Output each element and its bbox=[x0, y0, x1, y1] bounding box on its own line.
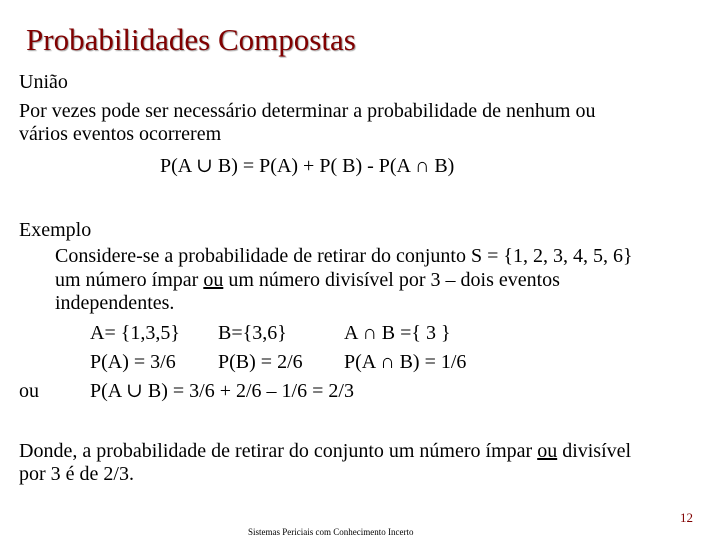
page-number: 12 bbox=[680, 510, 693, 525]
example-line-2-b: um número divisível por 3 – dois eventos bbox=[223, 269, 560, 291]
section-heading-uniao: União bbox=[19, 71, 68, 93]
set-a: A= {1,3,5} bbox=[90, 322, 180, 344]
example-heading: Exemplo bbox=[19, 219, 92, 241]
footer-text: Sistemas Periciais com Conhecimento Incerto bbox=[248, 527, 414, 537]
example-line-2 bbox=[55, 268, 560, 292]
conclusion-line-1-b: divisível bbox=[557, 440, 632, 462]
intro-line-2: vários eventos ocorrerem bbox=[19, 123, 222, 145]
set-intersection: A ∩ B ={ 3 } bbox=[344, 322, 451, 344]
example-line-3: independentes. bbox=[55, 292, 175, 314]
conclusion-line-1-a: Donde, a probabilidade de retirar do conjunto um número ímpar bbox=[19, 440, 538, 462]
intro-line-1: Por vezes pode ser necessário determinar a probabilidade de nenhum ou bbox=[19, 100, 596, 122]
union-formula: P(A ∪ B) = P(A) + P( B) - P(A ∩ B) bbox=[160, 155, 455, 177]
prob-intersection: P(A ∩ B) = 1/6 bbox=[344, 351, 467, 373]
prob-b: P(B) = 2/6 bbox=[218, 351, 303, 373]
set-b: B={3,6} bbox=[218, 322, 287, 344]
example-underlined-ou: ou bbox=[203, 269, 224, 291]
conclusion-line-1 bbox=[19, 439, 631, 463]
conclusion-underlined-ou: ou bbox=[537, 440, 558, 462]
result-formula: P(A ∪ B) = 3/6 + 2/6 – 1/6 = 2/3 bbox=[90, 380, 354, 402]
prob-a: P(A) = 3/6 bbox=[90, 351, 176, 373]
ou-label: ou bbox=[19, 380, 39, 402]
example-line-1: Considere-se a probabilidade de retirar do conjunto S = {1, 2, 3, 4, 5, 6} bbox=[55, 245, 633, 267]
conclusion-line-2: por 3 é de 2/3. bbox=[19, 463, 134, 485]
example-line-2-a: um número ímpar bbox=[55, 269, 204, 291]
slide-title: Probabilidades Compostas bbox=[26, 22, 356, 57]
